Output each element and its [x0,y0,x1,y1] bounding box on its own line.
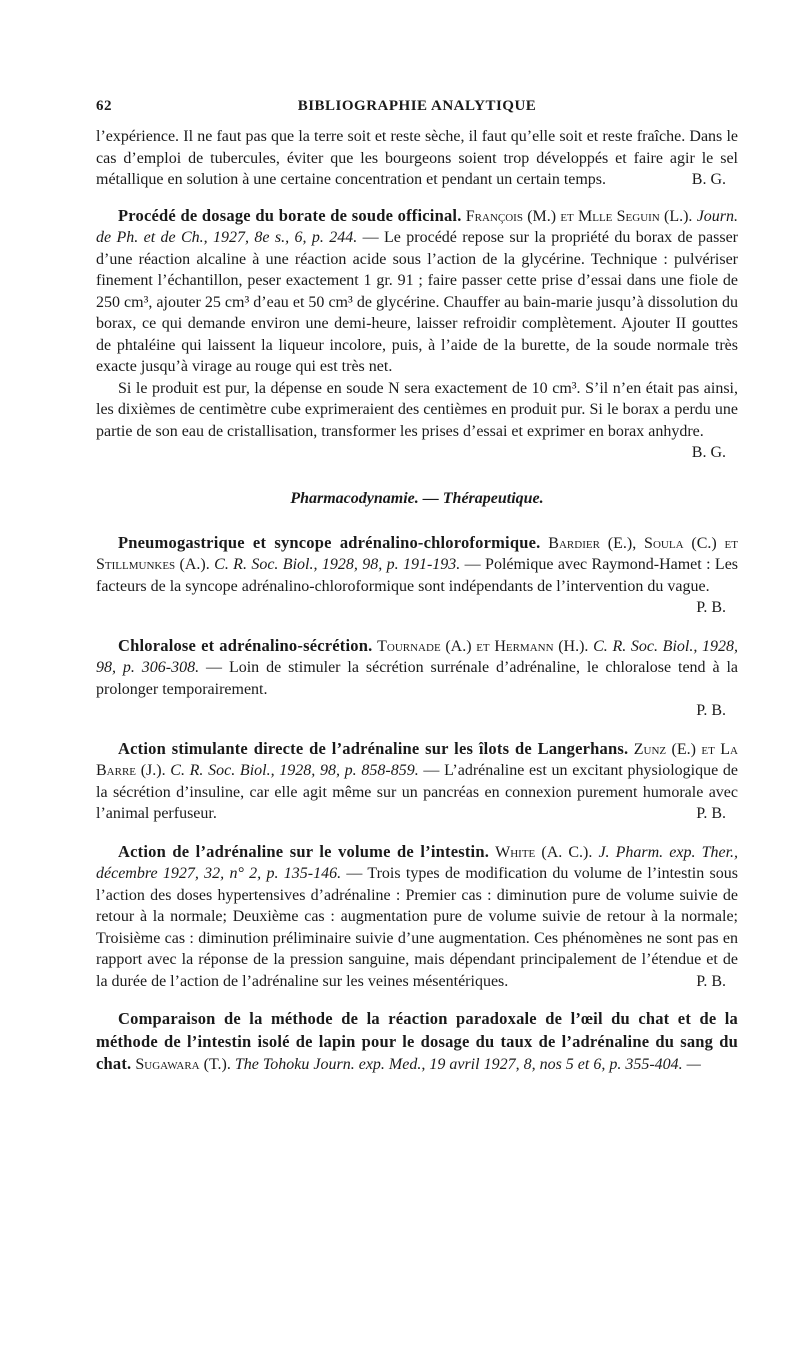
article-body-continued: Si le produit est pur, la dépense en soude N sera exactement de 10 cm³. S’il n’en était pas ainsi, les dixièmes de centimètre cube exprimeraient des centièmes en produit pur. Si le borax a perdu une partie de son eau de cristallisation, transformer les prises d’essai et exprimer en borax anhydre. [96,379,738,440]
running-title: BIBLIOGRAPHIE ANALYTIQUE [297,98,537,114]
article-reference: The Tohoku Journ. exp. Med., 19 avril 1927, 8, nos 5 et 6, p. 355-404. — [234,1056,701,1073]
article-title: Chloralose et adrénalino-sécrétion. [118,635,373,655]
article-title: Procédé de dosage du borate de soude officinal. [118,205,462,225]
article-authors: White (A. C.). [495,843,593,861]
article-authors: François (M.) et Mlle Seguin (L.). [465,207,693,225]
article-signature: P. B. [696,805,726,822]
article-chloralose [96,635,738,722]
article-reference: Journ. de Ph. et de Ch., 1927, 8e s., 6, p. 244. [96,207,739,246]
article-body: — L’adrénaline est un excitant physiologique de la sécrétion d’insuline, car elle agit même sur un pancréas en connexion purement humorale avec l’animal perfuseur. [96,762,739,822]
article-comparaison [96,1008,738,1076]
article-authors: Bardier (E.), Soula (C.) et Stillmunkes (A.). [96,534,738,573]
article-intestin [96,841,738,993]
article-body: — Le procédé repose sur la propriété du borax de passer d’une réaction alcaline à une réaction acide sous l’action de la glycérine. Technique : pulvériser finement l’échantillon, peser exactement 1 gr. 91 ; faire passer cette prise d’essai dans une fiole de 250 cm³, ajouter 25 cm³ d’eau et 50 cm³ de glycérine. Chauffer au bain-marie jusqu’à dissolution du borax, ce qui demande environ une demi-heure, laisser refroidir complètement. Ajouter II gouttes de phtaléine qui laissent la liqueur incolore, puis, à l’aide de la burette, de la soude normale très exacte jusqu’à virage au rouge qui est très net. [96,229,739,375]
article-authors: Tournade (A.) et Hermann (H.). [377,637,589,655]
article-authors: Sugawara (T.). [135,1056,231,1073]
article-borate [96,205,738,464]
article-pneumogastrique [96,532,738,619]
article-title: Action stimulante directe de l’adrénaline sur les îlots de Langerhans. [118,738,629,758]
article-signature: P. B. [696,972,726,990]
continuation-text: l’expérience. Il ne faut pas que la terre soit et reste sèche, il faut qu’elle soit et reste fraîche. Dans le cas d’emploi de tubercules, éviter que les bourgeons soient trop développés et faire agir le sel métallique en solution à une certaine concentration et pendant un certain temps. [96,128,738,188]
article-body: — Loin de stimuler la sécrétion surrénale d’adrénaline, le chloralose tend à la prolonger temporairement. [96,659,739,698]
article-signature: B. G. [691,444,726,461]
running-head [96,98,738,120]
article-signature: P. B. [696,599,726,616]
article-langerhans [96,738,738,825]
article-title: Action de l’adrénaline sur le volume de l’intestin. [118,841,490,861]
page-number: 62 [96,98,112,114]
article-title: Comparaison de la méthode de la réaction paradoxale de l’œil du chat et de la méthode de l’intestin isolé de lapin pour le dosage du taux de l’adrénaline du sang du chat. [96,1009,738,1073]
article-reference: C. R. Soc. Biol., 1928, 98, p. 191-193. [214,556,461,573]
continuation-signature: B. G. [691,171,726,188]
article-body: — Polémique avec Raymond-Hamet : Les facteurs de la syncope adrénalino-chloroformique sont indépendants de l’intervention du vague. [96,556,739,595]
article-reference: C. R. Soc. Biol., 1928, 98, p. 306-308. [96,637,739,676]
article-title: Pneumogastrique et syncope adrénalino-chloroformique. [118,532,541,552]
article-signature: P. B. [696,702,726,719]
article-reference: J. Pharm. exp. Ther., décembre 1927, 32, n° 2, p. 135-146. [96,843,739,882]
continuation-paragraph [96,126,738,191]
article-reference: C. R. Soc. Biol., 1928, 98, p. 858-859. [170,762,419,779]
article-body: — Trois types de modification du volume de l’intestin sous l’action des doses hypertensives d’adrénaline : Premier cas : diminution pure de volume suivie de retour à la normale; Deuxième cas : augmentation pure de volume suivie de retour à la normale; Troisième cas : diminution préliminaire suivie d’une augmentation. Ces phénomènes ne sont pas en rapport avec la réponse de la pression sanguine, mais dépendant principalement de l’étendue et de la durée de l’action de l’adrénaline sur les veines mésentériques. [96,865,738,990]
article-authors: Zunz (E.) et La Barre (J.). [96,740,739,779]
section-heading: Pharmacodynamie. — Thérapeutique. [290,489,544,507]
